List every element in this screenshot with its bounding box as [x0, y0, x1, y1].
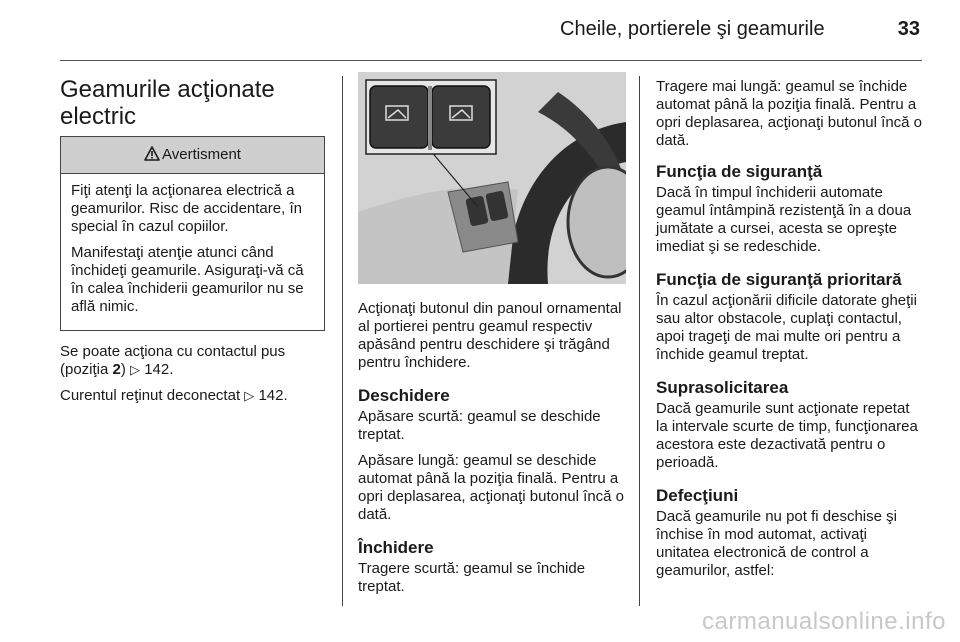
fault-paragraph: Dacă geamurile nu pot fi deschise şi închise în mod automat, activaţi unitatea electronică de control a geamurilor, astfel:	[656, 508, 897, 579]
warning-title: Avertisment	[162, 146, 241, 163]
window-switch-illustration	[358, 72, 626, 284]
warning-box	[60, 136, 325, 331]
warning-para-1: Fiţi atenţi la acţionarea electrică a geamurilor. Risc de accidentare, în special în cazul copiilor.	[71, 182, 302, 235]
watermark: carmanualsonline.info	[702, 608, 946, 635]
fault-heading: Defecţiuni	[656, 486, 739, 505]
overload-paragraph: Dacă geamurile sunt acţionate repetat la intervale scurte de timp, funcţionarea acestora este dezactivată pentru o perioadă.	[656, 400, 918, 471]
warning-header	[61, 137, 324, 174]
warning-icon	[144, 146, 160, 165]
header-rule	[60, 60, 922, 61]
column-3	[656, 72, 924, 588]
column-2	[358, 72, 626, 604]
running-header-title: Cheile, portierele şi geamurile	[560, 18, 825, 40]
section-heading-line1: Geamurile acţionate	[60, 76, 275, 103]
section-heading	[60, 76, 325, 130]
warning-para-2: Manifestaţi atenţie atunci când închideţi geamurile. Asiguraţi-vă că în calea închiderii geamurilor nu se află nimic.	[71, 244, 304, 315]
close-heading: Închidere	[358, 538, 434, 557]
page-reference[interactable]: 142.	[140, 361, 174, 378]
section-heading-line2: electric	[60, 103, 137, 130]
column-divider-1	[342, 76, 343, 606]
overload-heading: Suprasolicitarea	[656, 378, 789, 397]
open-short-paragraph: Apăsare scurtă: geamul se deschide treptat.	[358, 408, 601, 443]
override-paragraph: În cazul acţionării dificile datorate gheţii sau altor obstacole, cuplaţi contactul, apoi trageţi de mai multe ori pentru a închide geamul treptat.	[656, 292, 917, 363]
open-long-paragraph: Apăsare lungă: geamul se deschide automat până la poziţia finală. Pentru a opri deplasarea, acţionaţi butonul încă o dată.	[358, 452, 625, 523]
page-number: 33	[897, 18, 920, 40]
reference-arrow-icon: ▷	[244, 388, 255, 403]
column-1	[60, 74, 325, 413]
warning-body	[61, 174, 324, 330]
column-divider-2	[639, 76, 640, 606]
safety-heading: Funcţia de siguranţă	[656, 162, 823, 181]
intro-paragraph: Acţionaţi butonul din panoul ornamental al portierei pentru geamul respectiv apăsând pentru deschidere şi trăgând pentru închidere.	[358, 300, 622, 371]
override-heading: Funcţia de siguranţă prioritară	[656, 270, 902, 289]
safety-paragraph: Dacă în timpul închiderii automate geamul întâmpină rezistenţă în a doua jumătate a cursei, acesta se opreşte imediat şi se redeschide.	[656, 184, 912, 255]
page-reference[interactable]: 142.	[254, 387, 288, 404]
ignition-paragraph: Se poate acţiona cu contactul pus (poziţia 2) ▷ 142.	[60, 343, 286, 378]
close-long-paragraph: Tragere mai lungă: geamul se închide automat până la poziţia finală. Pentru a opri deplasarea, acţionaţi butonul încă o dată.	[656, 78, 923, 149]
close-short-paragraph: Tragere scurtă: geamul se închide treptat.	[358, 560, 586, 595]
reference-arrow-icon: ▷	[130, 362, 141, 377]
open-heading: Deschidere	[358, 386, 450, 405]
retained-power-paragraph: Curentul reţinut deconectat ▷ 142.	[60, 387, 288, 404]
